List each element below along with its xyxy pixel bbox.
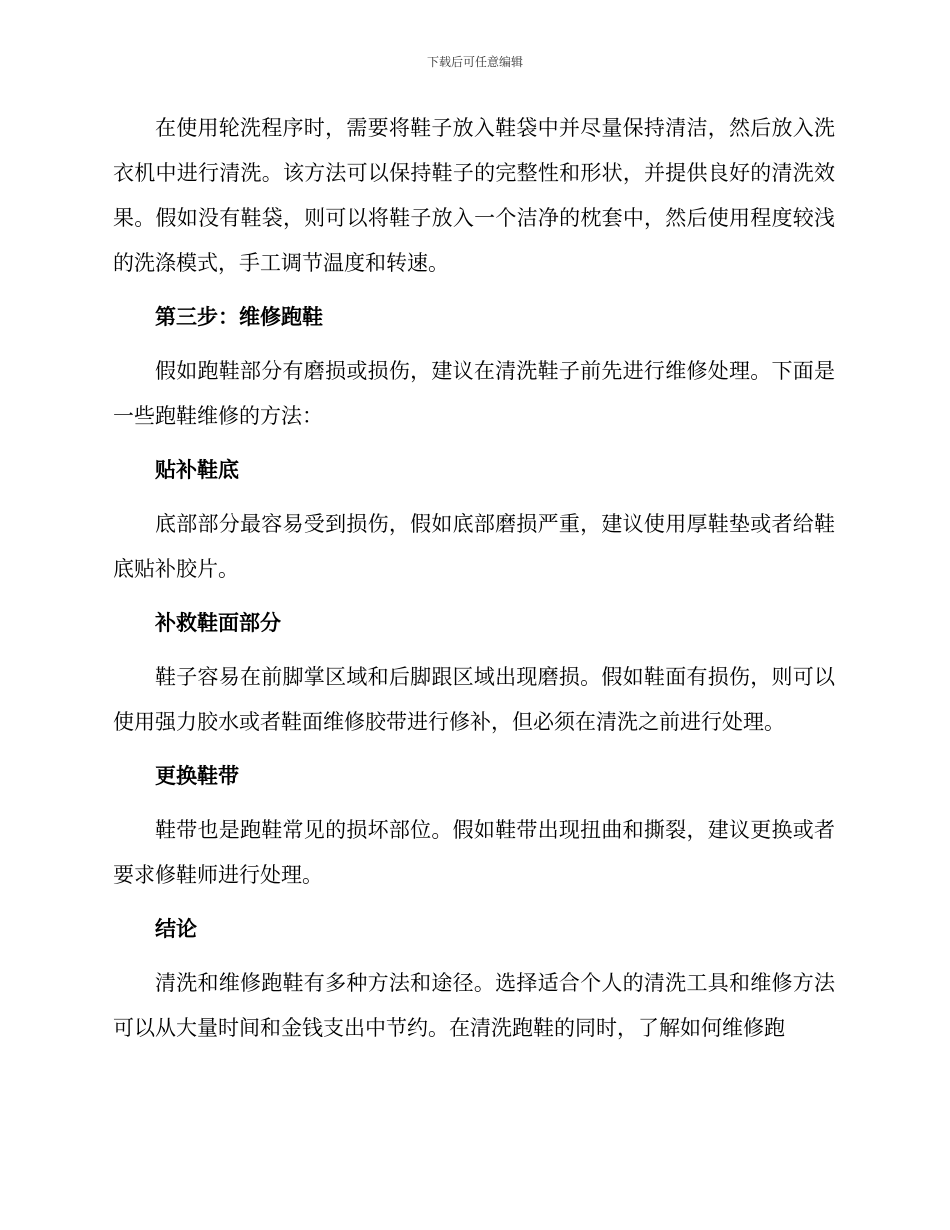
heading-step-three: 第三步：维修跑鞋 <box>155 305 323 329</box>
document-body <box>113 106 835 1060</box>
heading-conclusion: 结论 <box>155 917 197 941</box>
heading-repair-upper: 补救鞋面部分 <box>155 611 281 635</box>
heading-replace-laces: 更换鞋带 <box>155 764 239 788</box>
paragraph-washing-program: 在使用轮洗程序时，需要将鞋子放入鞋袋中并尽量保持清洁，然后放入洗衣机中进行清洗。该方法可以保持鞋子的完整性和形状，并提供良好的清洗效果。假如没有鞋袋，则可以将鞋子放入一个洁净的枕套中，然后使用程度较浅的洗涤模式，手工调节温度和转速。 <box>113 116 835 275</box>
heading-patch-sole: 贴补鞋底 <box>155 458 239 482</box>
paragraph-patch-sole: 底部部分最容易受到损伤，假如底部磨损严重，建议使用厚鞋垫或者给鞋底贴补胶片。 <box>113 512 835 581</box>
paragraph-conclusion: 清洗和维修跑鞋有多种方法和途径。选择适合个人的清洗工具和维修方法可以从大量时间和金钱支出中节约。在清洗跑鞋的同时，了解如何维修跑 <box>113 971 835 1040</box>
page-header: 下载后可任意编辑 <box>426 55 523 69</box>
paragraph-repair-upper: 鞋子容易在前脚掌区域和后脚跟区域出现磨损。假如鞋面有损伤，则可以使用强力胶水或者鞋面维修胶带进行修补，但必须在清洗之前进行处理。 <box>113 665 835 734</box>
paragraph-replace-laces: 鞋带也是跑鞋常见的损坏部位。假如鞋带出现扭曲和撕裂，建议更换或者要求修鞋师进行处理。 <box>113 818 835 887</box>
paragraph-repair-intro: 假如跑鞋部分有磨损或损伤，建议在清洗鞋子前先进行维修处理。下面是一些跑鞋维修的方法： <box>113 359 835 428</box>
